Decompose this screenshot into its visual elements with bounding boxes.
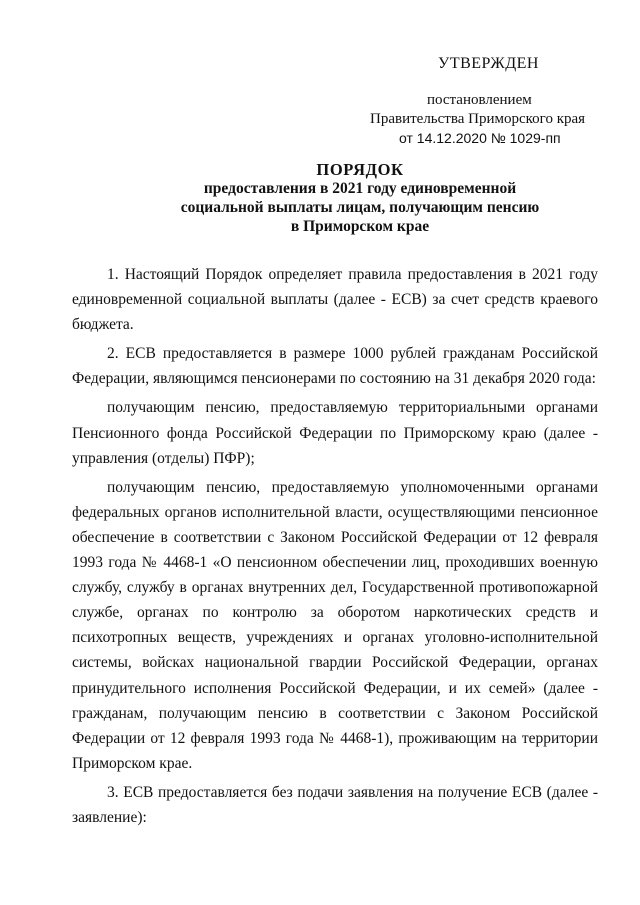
approval-line-government: Правительства Приморского края bbox=[370, 111, 586, 127]
document-title bbox=[120, 160, 600, 236]
paragraph-2-item-2: получающим пенсию, предоставляемую уполномоченными органами федеральных органов исполнительной власти, осуществляющими пенсионное обеспечение в соответствии с Законом Российской Федерации от 12 февраля 1993 года № 4468-1 «О пенсионном обеспечении лиц, проходивших военную службу, службу в органах внутренних дел, Государственной противопожарной службе, органах по контролю за оборотом наркотических средств и психотропных веществ, учреждениях и органах уголовно-исполнительной системы, войсках национальной гвардии Российской Федерации, органах принудительного исполнения Российской Федерации, и их семей» (далее - гражданам, получающим пенсию в соответствии с Законом Российской Федерации от 12 февраля 1993 года № 4468-1), проживающим на территории Приморском крае. bbox=[72, 478, 598, 772]
approval-line-date-number: от 14.12.2020 № 1029-пп bbox=[399, 130, 561, 146]
paragraph-1: 1. Настоящий Порядок определяет правила предоставления в 2021 году единовременной социальной выплаты (далее - ЕСВ) за счет средств краевого бюджета. bbox=[72, 266, 598, 334]
title-subline-3: в Приморском крае bbox=[290, 218, 430, 235]
paragraph-3: 3. ЕСВ предоставляется без подачи заявления на получение ЕСВ (далее - заявление): bbox=[72, 783, 598, 826]
paragraph-2: 2. ЕСВ предоставляется в размере 1000 рублей гражданам Российской Федерации, являющимся пенсионерами по состоянию на 31 декабря 2020 года: bbox=[72, 345, 598, 388]
approval-heading: УТВЕРЖДЕН bbox=[438, 55, 539, 72]
title-subline-1: предоставления в 2021 году единовременной bbox=[203, 180, 517, 197]
paragraph-2-item-1: получающим пенсию, предоставляемую территориальными органами Пенсионного фонда Российской Федерации по Приморскому краю (далее - управления (отделы) ПФР); bbox=[72, 399, 598, 467]
title-subline-2: социальной выплаты лицам, получающим пенсию bbox=[180, 199, 540, 216]
approval-line-decree: постановлением bbox=[427, 92, 532, 108]
title-main: ПОРЯДОК bbox=[316, 160, 404, 179]
document-body bbox=[72, 262, 598, 830]
